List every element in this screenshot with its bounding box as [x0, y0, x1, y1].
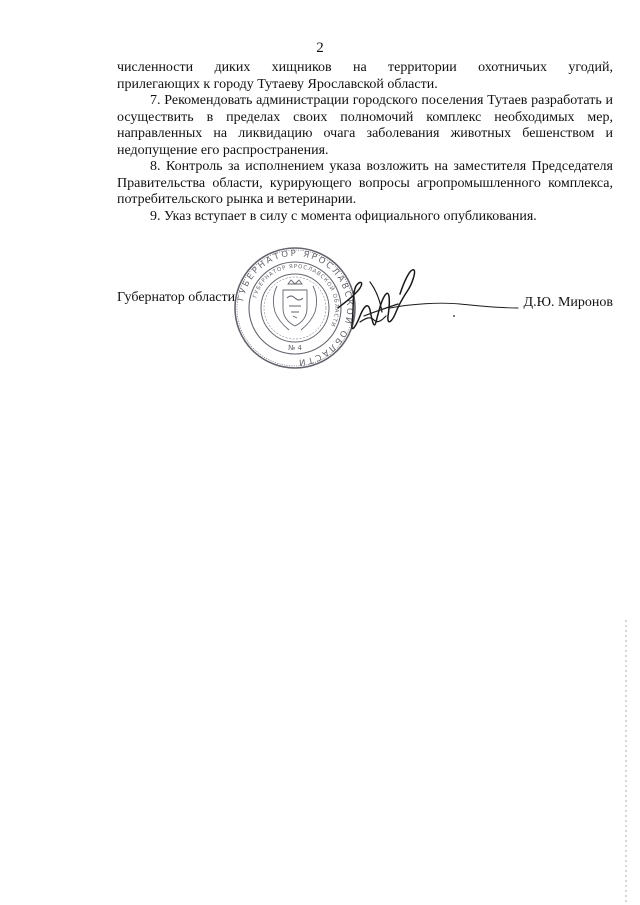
paragraph-6-line-1: численности диких хищников на территории охотничьих угодий,	[117, 60, 613, 75]
handwritten-signature	[330, 264, 520, 354]
seal-outer-text: ГУБЕРНАТОР ЯРОСЛАВСКОЙ ОБЛАСТИ	[236, 248, 355, 368]
signatory-title: Губернатор области	[117, 290, 236, 305]
paragraph-6-continuation	[117, 60, 613, 93]
seal-inner-text: ГУБЕРНАТОР ЯРОСЛАВСКОЙ ОБЛАСТИ	[252, 263, 340, 328]
paragraph-8: 8. Контроль за исполнением указа возложить на заместителя Председателя Правительства области, курирующего вопросы агропромышленного комплекса, потребительского рынка и ветеринарии.	[117, 159, 613, 207]
paragraph-9: 9. Указ вступает в силу с момента официального опубликования.	[150, 208, 537, 224]
paragraph-7: 7. Рекомендовать администрации городского поселения Тутаев разработать и осуществить в пределах своих полномочий комплекс необходимых мер, направленных на ликвидацию очага заболевания животных бешенством и недопущение его распространения.	[117, 93, 613, 158]
signatory-name: Д.Ю. Миронов	[523, 295, 613, 310]
seal-number: № 4	[288, 344, 302, 352]
page-number: 2	[316, 40, 324, 56]
paragraph-6-line-2: прилегающих к городу Тутаеву Ярославской области.	[117, 76, 438, 92]
scan-edge-artifact	[624, 620, 628, 905]
document-body	[117, 60, 613, 225]
coat-of-arms-emblem	[273, 280, 316, 330]
